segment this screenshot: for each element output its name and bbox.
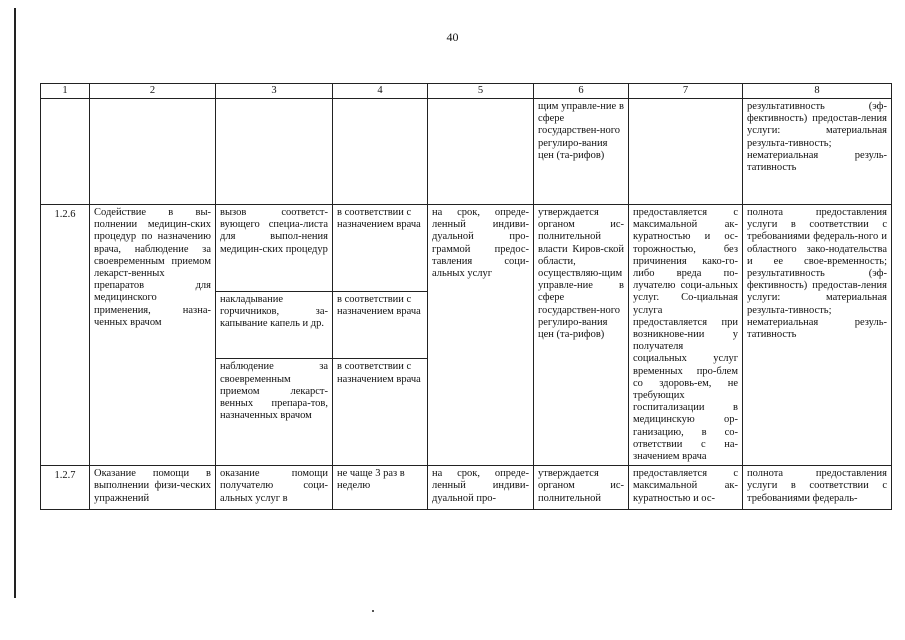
header-cell: 8 (743, 84, 892, 99)
subservice-norm: в соответствии с назначением врача (333, 205, 428, 292)
table-cell (333, 99, 428, 205)
subservice-content: вызов соответст-вующего специа-листа для выпол-нения медицин-ских процедур (216, 205, 333, 292)
conditions-cell: предоставляется с максимальной ак-куратностью и ос- (629, 466, 743, 510)
table-row (41, 99, 892, 205)
table-row (41, 205, 892, 292)
row-number: 1.2.7 (41, 466, 90, 510)
subservice-content: оказание помощи получателю соци-альных услуг в (216, 466, 333, 510)
indicators-cell: результативность (эф-фективность) предостав-ления услуги: материальная результа-тивность; нематериальная резуль-тативность (743, 99, 892, 205)
tariff-cell: щим управле-ние в сфере государствен-ного регулиро-вания цен (та-рифов) (534, 99, 629, 205)
row-number: 1.2.6 (41, 205, 90, 466)
indicators-cell: полнота предоставления услуги в соответствии с требованиями федераль-ного и областного зако-нодательства и ее свое-временность; результативность (эф-фективность) предостав-ления услуги: материальная результа-тивность; нематериальная резуль-тативность (743, 205, 892, 466)
header-cell: 4 (333, 84, 428, 99)
table-row (41, 466, 892, 510)
service-term: на срок, опреде-ленный индиви-дуальной про-граммой предос-тавления соци-альных услуг (428, 205, 534, 466)
header-cell: 7 (629, 84, 743, 99)
conditions-cell: предоставляется с максимальной ак-куратностью и ос-торожностью, без причинения како-го-либо вреда по-лучателю соци-альных услуг. Со-циальная услуга предоставляется при возникнове-нии у получателя социальных услуг временных про-блем со здоровь-ем, не требующих госпитализации в медицинскую ор-ганизацию, в со-ответствии с на-значением врача (629, 205, 743, 466)
header-cell: 1 (41, 84, 90, 99)
subservice-content: наблюдение за своевременным приемом лекарст-венных препара-тов, назначенных врачом (216, 359, 333, 466)
scan-dot (372, 610, 374, 612)
services-table (40, 83, 892, 510)
subservice-norm: в соответствии с назначением врача (333, 359, 428, 466)
table-cell (629, 99, 743, 205)
header-cell: 6 (534, 84, 629, 99)
header-cell: 2 (90, 84, 216, 99)
indicators-cell: полнота предоставления услуги в соответствии с требованиями федераль- (743, 466, 892, 510)
service-term: на срок, опреде-ленный индиви-дуальной про- (428, 466, 534, 510)
service-name: Содействие в вы-полнении медицин-ских процедур по назначению врача, наблюдение за своевременным приемом лекарст-венных препаратов для медицинского применения, назна-ченных врачом (90, 205, 216, 466)
table-cell (41, 99, 90, 205)
table-header-row (41, 84, 892, 99)
tariff-cell: утверждается органом ис-полнительной власти Киров-ской области, осуществляю-щим управле-ние в сфере государствен-ного регулиро-вания цен (та-рифов) (534, 205, 629, 466)
tariff-cell: утверждается органом ис-полнительной (534, 466, 629, 510)
service-name: Оказание помощи в выполнении физи-ческих упражнений (90, 466, 216, 510)
header-cell: 5 (428, 84, 534, 99)
header-cell: 3 (216, 84, 333, 99)
page-number: 40 (446, 30, 459, 44)
table-cell (90, 99, 216, 205)
subservice-norm: в соответствии с назначением врача (333, 292, 428, 359)
subservice-content: накладывание горчичников, за-капывание капель и др. (216, 292, 333, 359)
table-cell (428, 99, 534, 205)
subservice-norm: не чаще 3 раз в неделю (333, 466, 428, 510)
margin-line (14, 8, 16, 598)
table-cell (216, 99, 333, 205)
